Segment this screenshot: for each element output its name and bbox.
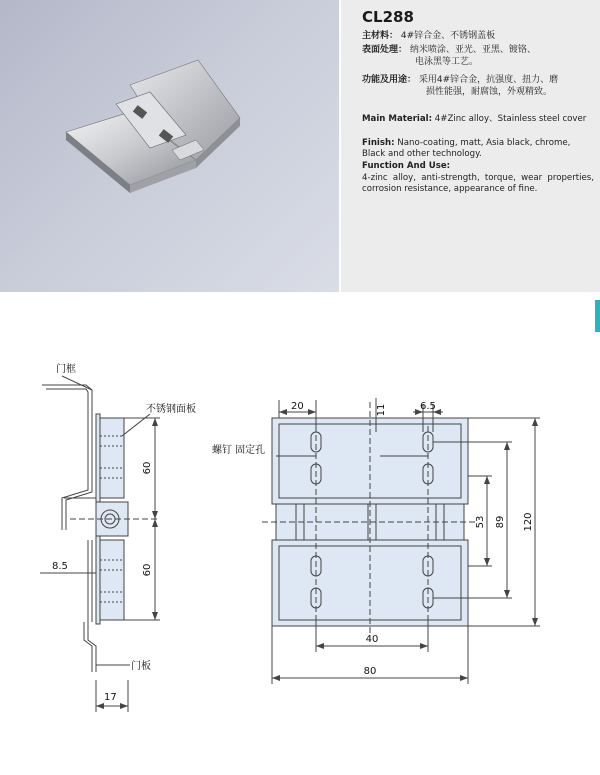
label-door-frame: 门框 — [56, 364, 76, 375]
hinge-photo-illustration — [0, 0, 339, 292]
cn-material-line — [362, 30, 495, 42]
cn-finish-value-1: 纳米喷涂、亚光、亚黑、镀铬、 — [409, 45, 536, 55]
label-screw-holes: 螺钉 固定孔 — [212, 445, 266, 456]
product-photo — [0, 0, 339, 292]
front-view — [262, 398, 540, 684]
cn-function-value-2: 损性能强，耐腐蚀，外观精致。 — [426, 87, 553, 97]
dim-bottom-17: 17 — [104, 692, 117, 703]
en-function-label: Function And Use: — [362, 161, 451, 171]
drawing-canvas — [0, 292, 600, 771]
en-material-block — [362, 114, 594, 125]
cn-finish-label: 表面处理： — [362, 45, 408, 55]
en-material-label: Main Material: — [362, 114, 433, 124]
en-material-value: 4#Zinc alloy、Stainless steel cover — [434, 114, 587, 124]
en-finish-value: Nano-coating, matt, Asia black, chrome, Black and other technology. — [362, 138, 571, 159]
dim-40: 40 — [365, 634, 379, 645]
dim-6-5: 6.5 — [420, 401, 436, 412]
en-function-label-line — [362, 161, 594, 172]
cn-function-label: 功能及用途： — [362, 75, 417, 85]
cn-material-value: 4#锌合金、不锈钢盖板 — [400, 31, 496, 41]
dim-11: 11 — [376, 403, 387, 417]
dim-80: 80 — [363, 666, 377, 677]
label-door-panel: 门板 — [131, 661, 151, 672]
label-stainless-cover: 不锈钢面板 — [146, 404, 196, 415]
cn-finish-value-2: 电泳黑等工艺。 — [415, 57, 479, 67]
dim-lower-60: 60 — [142, 563, 153, 577]
dim-120: 120 — [523, 512, 534, 532]
cn-function-line — [362, 74, 558, 86]
cn-material-label: 主材料： — [362, 31, 399, 41]
dim-20: 20 — [291, 401, 304, 412]
dim-upper-60: 60 — [142, 461, 153, 475]
en-finish-block — [362, 138, 594, 160]
dim-53: 53 — [475, 515, 486, 529]
technical-drawing — [0, 292, 600, 771]
en-finish-label: Finish: — [362, 138, 395, 148]
dim-89: 89 — [495, 515, 506, 529]
en-function-value: 4-zinc alloy, anti-strength, torque, wear properties, corrosion resistance, appearance of fine. — [362, 173, 594, 194]
dim-offset-8-5: 8.5 — [52, 561, 68, 572]
model-number: CL288 — [362, 8, 414, 26]
cn-finish-line — [362, 44, 536, 56]
cn-function-value-1: 采用4#锌合金，抗强度、扭力、磨 — [418, 75, 559, 85]
info-panel — [341, 0, 600, 292]
